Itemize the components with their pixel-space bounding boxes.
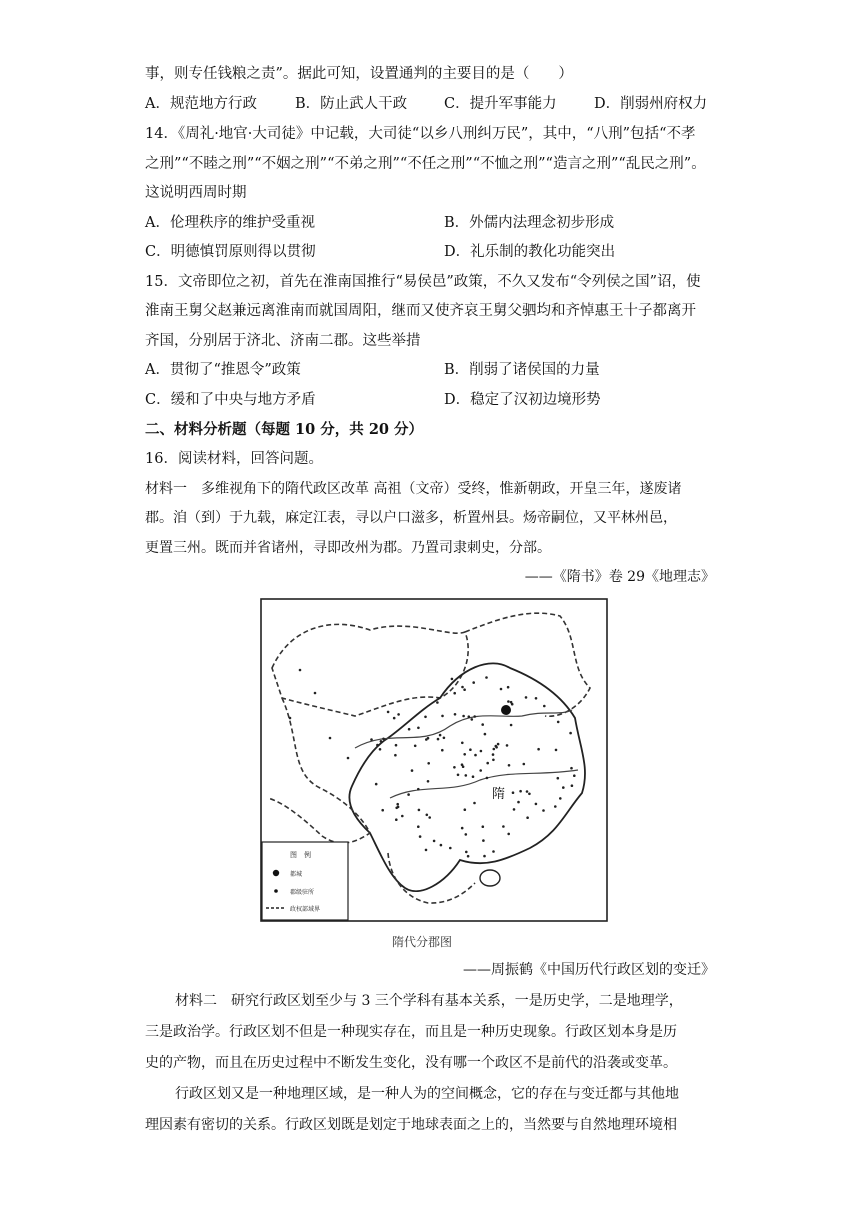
commandery-dot: [397, 806, 400, 809]
q14-stem-line2: 之刑”“不睦之刑”“不姻之刑”“不弟之刑”“不任之刑”“不恤之刑”“造言之刑”“乱民之刑”。: [145, 156, 706, 172]
commandery-dot: [472, 681, 475, 684]
commandery-dot: [433, 840, 436, 843]
commandery-dot: [512, 791, 515, 794]
commandery-dot: [461, 763, 464, 766]
commandery-dot: [289, 717, 292, 720]
material2-line5: 理因素有密切的关系。行政区划既是划定于地球表面之上的，当然要与自然地理环境相: [145, 1117, 677, 1133]
commandery-dot: [497, 743, 500, 746]
commandery-dot: [495, 745, 498, 748]
commandery-dot: [555, 749, 558, 752]
commandery-dot: [395, 818, 398, 821]
q13-text-tail: 事，则专任钱粮之责”。据此可知，设置通判的主要目的是（ ）: [145, 66, 573, 82]
commandery-dot: [419, 835, 422, 838]
q15-stem-line1: 15．文帝即位之初，首先在淮南国推行“易侯邑”政策，不久又发布“令列侯之国”诏，使: [145, 274, 701, 290]
legend-item-capital: 都城: [290, 871, 303, 878]
q14-option-c: C．明德慎罚原则得以贯彻: [145, 244, 316, 260]
q14-option-d: D．礼乐制的教化功能突出: [444, 244, 616, 260]
commandery-dot: [453, 766, 456, 769]
q15-option-d: D．稳定了汉初边境形势: [444, 392, 601, 408]
commandery-dot: [473, 715, 476, 718]
commandery-dot: [375, 783, 378, 786]
q15-option-c: C．缓和了中央与地方矛盾: [145, 392, 316, 408]
q14-option-a: A．伦理秩序的维护受重视: [145, 215, 315, 231]
commandery-dot: [526, 790, 529, 793]
commandery-dot: [428, 816, 431, 819]
commandery-dot: [542, 809, 545, 812]
commandery-dot: [457, 774, 460, 777]
q14-stem-line3: 这说明西周时期: [145, 185, 247, 201]
commandery-dot: [463, 753, 466, 756]
commandery-dot: [376, 744, 379, 747]
commandery-dot: [417, 727, 420, 730]
commandery-dot: [425, 849, 428, 852]
commandery-dot: [461, 827, 464, 830]
commandery-dot: [299, 669, 302, 672]
commandery-dot: [523, 763, 526, 766]
q13-option-b: B．防止武人干政: [295, 96, 408, 112]
commandery-dot: [441, 715, 444, 718]
commandery-dot: [519, 790, 522, 793]
commandery-dot: [472, 775, 475, 778]
commandery-dot: [379, 748, 382, 751]
section-heading: 二、材料分析题（每题 10 分，共 20 分）: [145, 421, 424, 438]
commandery-dot: [417, 825, 420, 828]
commandery-dot: [469, 748, 472, 751]
commandery-dot: [492, 753, 495, 756]
commandery-dot: [408, 728, 411, 731]
legend-item-boundary: 政权部域界: [290, 906, 321, 913]
commandery-dot: [525, 696, 528, 699]
commandery-dot: [462, 715, 465, 718]
commandery-dot: [554, 805, 557, 808]
commandery-dot: [486, 777, 489, 780]
commandery-dot: [449, 847, 452, 850]
map-caption: 隋代分郡图: [392, 935, 453, 949]
capital-marker: [501, 705, 511, 715]
commandery-dot: [485, 676, 488, 679]
commandery-dot: [480, 750, 483, 753]
material2-line1: 材料二 研究行政区划至少与 3 三个学科有基本关系，一是历史学，二是地理学，: [175, 993, 683, 1009]
commandery-dot: [418, 809, 421, 812]
commandery-dot: [500, 688, 503, 691]
commandery-dot: [482, 825, 485, 828]
material1-line1: 材料一 多维视角下的隋代政区改革 高祖（文帝）受终，惟新朝政，开皇三年，遂废诸: [145, 481, 682, 497]
q13-option-d: D．削弱州府权力: [594, 96, 708, 112]
q13-option-a: A．规范地方行政: [145, 96, 257, 112]
commandery-dot: [440, 844, 443, 847]
commandery-dot: [473, 802, 476, 805]
commandery-dot: [492, 759, 495, 762]
commandery-dot: [407, 793, 410, 796]
commandery-dot: [506, 744, 509, 747]
commandery-dot: [474, 754, 477, 757]
commandery-dot: [381, 809, 384, 812]
commandery-dot: [443, 737, 446, 740]
commandery-dot: [314, 692, 317, 695]
commandery-dot: [387, 711, 390, 714]
commandery-dot: [571, 784, 574, 787]
commandery-dot: [526, 816, 529, 819]
commandery-dot: [451, 678, 454, 681]
material2-line4: 行政区划又是一种地理区域，是一种人为的空间概念，它的存在与变迁都与其他地: [175, 1086, 679, 1102]
commandery-dot: [465, 833, 468, 836]
commandery-dot: [535, 803, 538, 806]
commandery-dot: [461, 686, 464, 689]
commandery-dot: [507, 833, 510, 836]
commandery-dot: [483, 855, 486, 858]
legend-commandery-symbol: [274, 889, 278, 893]
commandery-dot: [482, 839, 485, 842]
q14-stem-line1: 14．《周礼·地官·大司徒》中记载，大司徒“以乡八刑纠万民”，其中，“八刑”包括“不孝: [145, 126, 696, 142]
commandery-dot: [395, 744, 398, 747]
commandery-dot: [426, 814, 429, 817]
q16-stem: 16．阅读材料，回答问题。: [145, 451, 323, 467]
material1-line3: 更置三州。既而并省诸州，寻即改州为郡。乃置司隶刺史，分部。: [145, 540, 551, 556]
commandery-dot: [347, 757, 350, 760]
commandery-dot: [411, 769, 414, 772]
commandery-dot: [439, 734, 442, 737]
commandery-dot: [467, 855, 470, 858]
commandery-dot: [441, 749, 444, 752]
q15-stem-line2: 淮南王舅父赵兼远离淮南而就国周阳，继而又使齐哀王舅父驷均和齐悼惠王十子都离开: [145, 303, 696, 319]
commandery-dot: [436, 701, 439, 704]
commandery-dot: [417, 788, 420, 791]
commandery-dot: [562, 786, 565, 789]
q13-option-c: C．提升军事能力: [444, 96, 557, 112]
commandery-dot: [570, 767, 573, 770]
commandery-dot: [465, 851, 468, 854]
commandery-dot: [559, 797, 562, 800]
commandery-dot: [502, 825, 505, 828]
commandery-dot: [573, 774, 576, 777]
commandery-dot: [382, 738, 385, 741]
q15-option-b: B．削弱了诸侯国的力量: [444, 362, 600, 378]
commandery-dot: [414, 745, 417, 748]
commandery-dot: [484, 733, 487, 736]
commandery-dot: [461, 742, 464, 745]
commandery-dot: [481, 723, 484, 726]
commandery-dot: [569, 732, 572, 735]
commandery-dot: [396, 803, 399, 806]
commandery-dot: [463, 688, 466, 691]
map-region-label: 隋: [492, 787, 506, 802]
commandery-dot: [393, 717, 396, 720]
commandery-dot: [493, 748, 496, 751]
material2-line2: 三是政治学。行政区划不但是一种现实存在，而且是一种历史现象。行政区划本身是历: [145, 1024, 677, 1040]
commandery-dot: [397, 713, 400, 716]
commandery-dot: [507, 700, 510, 703]
commandery-dot: [517, 801, 520, 804]
commandery-dot: [468, 715, 471, 718]
commandery-dot: [394, 754, 397, 757]
commandery-dot: [464, 808, 467, 811]
commandery-dot: [454, 713, 457, 716]
commandery-dot: [507, 686, 510, 689]
commandery-dot: [401, 815, 404, 818]
commandery-dot: [437, 738, 440, 741]
sui-dynasty-map: [260, 598, 608, 922]
commandery-dot: [453, 692, 456, 695]
commandery-dot: [427, 737, 430, 740]
commandery-dot: [513, 808, 516, 811]
legend-capital-symbol: [273, 870, 279, 876]
material2-line3: 史的产物，而且在历史过程中不断发生变化，没有哪一个政区不是前代的沿袭或变革。: [145, 1055, 677, 1071]
commandery-dot: [471, 718, 474, 721]
material1-line2: 郡。洎（到）于九载，麻定江表，寻以户口滋多，析置州县。炀帝嗣位，又平林州邑，: [145, 510, 677, 526]
q15-stem-line3: 齐国，分别居于济北、济南二郡。这些举措: [145, 333, 421, 349]
commandery-dot: [479, 769, 482, 772]
commandery-dot: [535, 697, 538, 700]
legend-item-commandery: 郡级驻所: [290, 889, 315, 896]
commandery-dot: [370, 738, 373, 741]
commandery-dot: [557, 777, 560, 780]
commandery-dot: [329, 737, 332, 740]
commandery-dot: [424, 716, 427, 719]
commandery-dot: [492, 850, 495, 853]
source-citation-1: ——《隋书》卷 29《地理志》: [524, 569, 715, 585]
commandery-dot: [427, 762, 430, 765]
q15-option-a: A．贯彻了“推恩令”政策: [145, 362, 301, 378]
q14-option-b: B．外儒内法理念初步形成: [444, 215, 615, 231]
commandery-dot: [543, 705, 546, 708]
commandery-dot: [427, 780, 430, 783]
commandery-dot: [511, 703, 514, 706]
commandery-dot: [508, 764, 511, 767]
source-citation-2: ——周振鹤《中国历代行政区划的变迁》: [463, 962, 715, 978]
commandery-dot: [465, 774, 468, 777]
commandery-dot: [557, 721, 560, 724]
commandery-dot: [537, 748, 540, 751]
commandery-dot: [528, 793, 531, 796]
commandery-dot: [380, 740, 383, 743]
commandery-dot: [486, 762, 489, 765]
commandery-dot: [510, 724, 513, 727]
map-legend: [262, 842, 348, 920]
legend-title: 图 例: [290, 851, 311, 859]
